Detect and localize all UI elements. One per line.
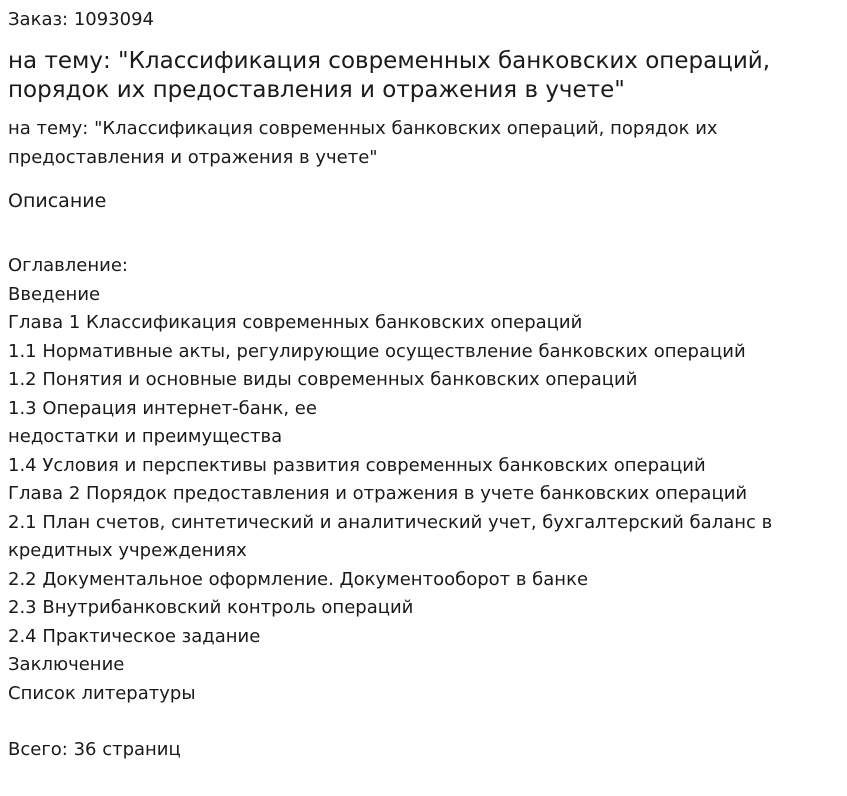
toc-item: Глава 1 Классификация современных банковских операций: [8, 312, 583, 333]
toc-item: Введение: [8, 283, 101, 305]
total-pages: Всего: 36 страниц: [8, 739, 181, 760]
toc-item: 2.4 Практическое задание: [8, 625, 261, 647]
toc-item: 1.2 Понятия и основные виды современных банковских операций: [8, 369, 638, 390]
toc-title: Оглавление:: [8, 255, 128, 276]
document-heading: на тему: "Классификация современных банковских операций, порядок их предоставления и отражения в учете": [8, 48, 771, 103]
toc-item: 1.4 Условия и перспективы развития современных банковских операций: [8, 454, 706, 476]
order-number: Заказ: 1093094: [8, 9, 154, 30]
toc-item: 1.1 Нормативные акты, регулирующие осуществление банковских операций: [8, 340, 746, 362]
toc-item: Глава 2 Порядок предоставления и отражения в учете банковских операций: [8, 483, 748, 504]
table-of-contents: [8, 252, 839, 708]
description-label: Описание: [8, 190, 107, 212]
toc-item: 2.1 План счетов, синтетический и аналитический учет, бухгалтерский баланс в кредитных учреждениях: [8, 511, 773, 561]
document-subheading: на тему: "Классификация современных банковских операций, порядок их предоставления и отражения в учете": [8, 118, 718, 168]
toc-item: недостатки и преимущества: [8, 426, 283, 447]
toc-item: Список литературы: [8, 682, 196, 704]
toc-item: 2.2 Документальное оформление. Документооборот в банке: [8, 568, 589, 590]
toc-item: 2.3 Внутрибанковский контроль операций: [8, 597, 414, 618]
toc-item: 1.3 Операция интернет-банк, ее: [8, 397, 317, 419]
toc-item: Заключение: [8, 654, 125, 675]
